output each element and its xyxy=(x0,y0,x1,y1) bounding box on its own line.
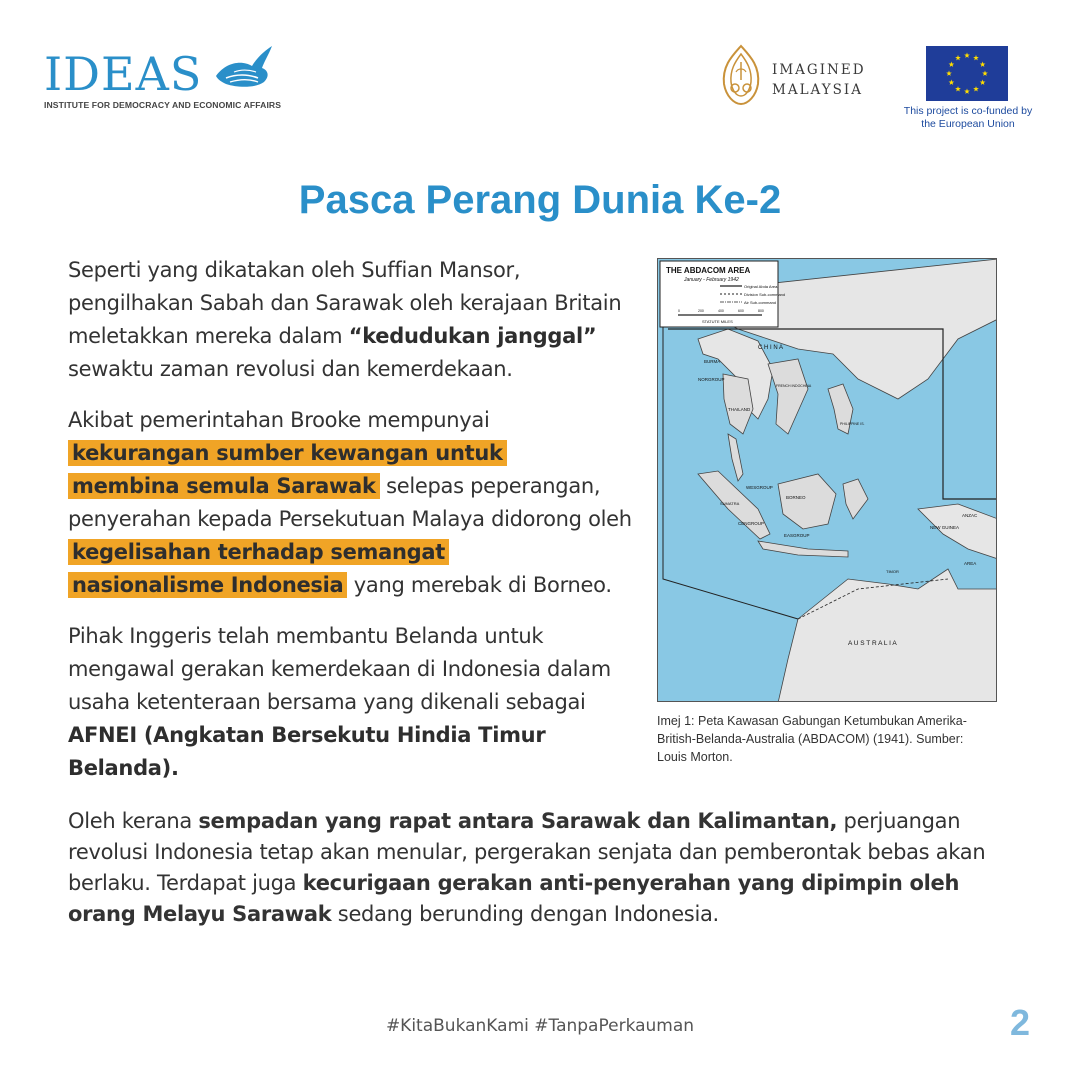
ideas-logo-text: IDEAS xyxy=(44,47,203,101)
eu-star-icon xyxy=(946,71,952,76)
map-label-norgroup: NORGROUP xyxy=(698,377,725,382)
map-label-anzac: ANZAC xyxy=(962,513,978,518)
map-title: THE ABDACOM AREA xyxy=(666,266,751,275)
map-label-philippine: PHILIPPINE IS. xyxy=(840,422,865,426)
map-image xyxy=(658,259,997,702)
map-label-thailand: THAILAND xyxy=(728,407,751,412)
ideas-subtitle: INSTITUTE FOR DEMOCRACY AND ECONOMIC AFFAIRS xyxy=(44,100,282,110)
map-label-cengroup: CENGROUP xyxy=(738,521,765,526)
map-scale-tick-5: 800 xyxy=(758,309,764,313)
hashtags: #KitaBukanKami #TanpaPerkauman xyxy=(385,1016,695,1036)
paragraph-2-text-b: selepas peperangan, penyerahan kepada Persekutuan Malaya didorong oleh xyxy=(68,474,632,531)
eu-star-icon xyxy=(964,89,970,94)
paragraph-3-text-a: Pihak Inggeris telah membantu Belanda untuk mengawal gerakan kemerdekaan di Indonesia dalam usaha ketenteraan bersama yang dikenali sebagai xyxy=(68,624,611,714)
paragraph-3-bold: AFNEI (Angkatan Bersekutu Hindia Timur Belanda). xyxy=(68,723,546,780)
ideas-logo xyxy=(44,48,284,114)
left-column xyxy=(68,254,648,803)
eu-star-icon xyxy=(964,53,970,58)
map-label-burma: BURMA xyxy=(704,359,721,364)
highlight-1-line-1: kekurangan sumber kewangan untuk xyxy=(68,440,507,466)
map-label-wesgroup: WESGROUP xyxy=(746,485,773,490)
paragraph-3 xyxy=(68,620,648,785)
map-caption: Imej 1: Peta Kawasan Gabungan Ketumbukan Amerika-British-Belanda-Australia (ABDACOM) (1941). Sumber: Louis Morton. xyxy=(657,714,967,764)
map-scale-tick-1: 0 xyxy=(678,309,680,313)
paragraph-2-text-c: yang merebak di Borneo. xyxy=(347,573,612,597)
eu-star-icon xyxy=(949,80,955,85)
bottom-text-a: Oleh kerana xyxy=(68,809,199,833)
map-subtitle: January - February 1942 xyxy=(684,277,739,283)
highlight-1-line-2: membina semula Sarawak xyxy=(68,473,380,499)
map-scale-label: STATUTE MILES xyxy=(702,319,733,324)
imagined-malaysia-emblem-icon xyxy=(720,44,762,106)
map-label-french-indochina: FRENCH INDOCHINA xyxy=(776,384,812,388)
paragraph-2-text-a: Akibat pemerintahan Brooke mempunyai xyxy=(68,408,490,432)
eu-star-icon xyxy=(982,71,988,76)
map-label-easgroup: EASGROUP xyxy=(784,533,810,538)
eu-flag-icon xyxy=(926,46,1008,101)
map-legend-1: Original Abda Area xyxy=(744,284,778,289)
map-label-china: C H I N A xyxy=(758,345,784,351)
highlight-2-line-2: nasionalisme Indonesia xyxy=(68,572,347,598)
map-label-sumatra: SUMATRA xyxy=(720,501,740,506)
eu-star-icon xyxy=(980,62,986,67)
bottom-text-b: perjuangan revolusi Indonesia tetap akan menular, pergerakan senjata dan pemberontak bebas akan berlaku. Terdapat juga xyxy=(68,809,986,895)
abdacom-map xyxy=(657,258,997,702)
map-legend-2: Division Sub-command xyxy=(744,292,786,297)
bottom-paragraph xyxy=(68,806,1013,930)
bottom-bold-2: kecurigaan gerakan anti-penyerahan yang dipimpin oleh orang Melayu Sarawak xyxy=(68,871,960,926)
eu-star-icon xyxy=(973,55,979,60)
paragraph-1-text-b: sewaktu zaman revolusi dan kemerdekaan. xyxy=(68,357,513,381)
eu-stars-icon xyxy=(926,46,1008,101)
imagined-line: IMAGINED xyxy=(772,62,866,78)
imagined-malaysia-wordmark xyxy=(772,60,866,100)
eu-star-icon xyxy=(980,80,986,85)
eu-star-icon xyxy=(949,62,955,67)
map-label-new-guinea: NEW GUINEA xyxy=(930,525,960,530)
map-legend-3: Air Sub-command xyxy=(744,300,777,305)
eu-caption xyxy=(896,105,1040,131)
bottom-bold-1: sempadan yang rapat antara Sarawak dan Kalimantan, xyxy=(198,809,838,833)
map-scale-tick-3: 400 xyxy=(718,309,724,313)
eu-star-icon xyxy=(955,55,961,60)
map-scale-tick-2: 200 xyxy=(698,309,704,313)
paragraph-1 xyxy=(68,254,648,386)
paragraph-1-bold: “kedudukan janggal” xyxy=(348,324,597,348)
paragraph-1-text-a: Seperti yang dikatakan oleh Suffian Mansor, pengilhakan Sabah dan Sarawak oleh kerajaan Britain meletakkan mereka dalam xyxy=(68,258,622,348)
map-label-borneo: BORNEO xyxy=(786,495,806,500)
page-number: 2 xyxy=(1010,1002,1031,1043)
eu-caption-line2: the European Union xyxy=(921,118,1015,130)
bottom-text-c: sedang berunding dengan Indonesia. xyxy=(331,902,719,926)
page-title: Pasca Perang Dunia Ke-2 xyxy=(298,178,782,222)
eu-star-icon xyxy=(973,86,979,91)
eu-caption-line1: This project is co-funded by xyxy=(903,105,1033,117)
malaysia-line: MALAYSIA xyxy=(772,82,863,98)
bird-icon xyxy=(212,42,274,92)
map-label-timor: TIMOR xyxy=(886,569,899,574)
map-label-area: AREA xyxy=(964,561,977,566)
eu-star-icon xyxy=(955,86,961,91)
map-label-australia: A U S T R A L I A xyxy=(848,640,897,647)
highlight-2-line-1: kegelisahan terhadap semangat xyxy=(68,539,449,565)
paragraph-2 xyxy=(68,404,648,602)
map-scale-tick-4: 600 xyxy=(738,309,744,313)
